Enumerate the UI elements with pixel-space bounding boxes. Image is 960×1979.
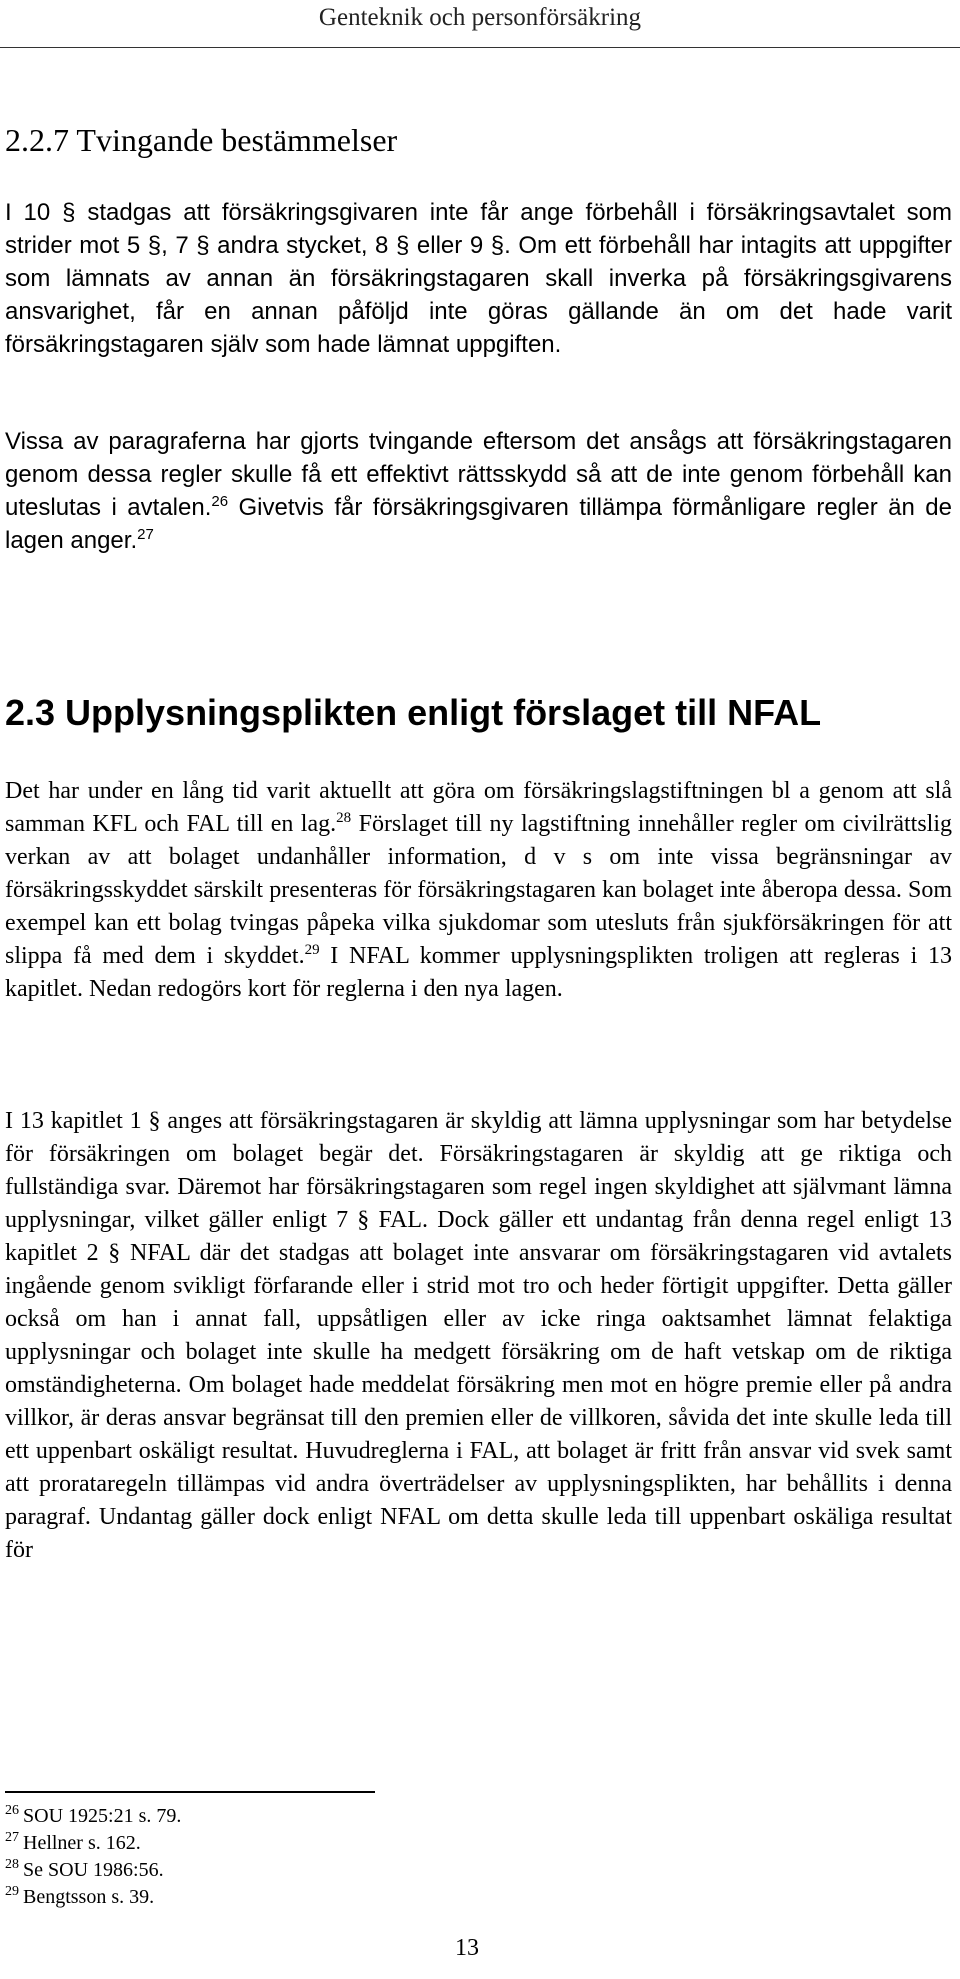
paragraph [5, 196, 952, 361]
paragraph-text: Det har under en lång tid varit aktuellt att göra om försäkringslagstiftningen bl a genom att slå samman KFL och FAL till en lag. [5, 778, 952, 837]
footnote [5, 1857, 181, 1884]
paragraph-text: I 13 kapitlet 1 § anges att försäkringstagaren är skyldig att lämna upplysningar som har betydelse för försäkringen om bolaget begär det. Försäkringstagaren är skyldig att ge riktiga och fullständiga svar. Däremot har försäkringstagaren som regel ingen skyldighet att självmant lämna upplysningar, vilket gäller enligt 7 § FAL. Dock gäller ett undantag från denna regel enligt 13 kapitlet 2 § NFAL där det stadgas att bolaget inte ansvarar om försäkringstagaren vid avtalets ingående genom svikligt förfarande eller i strid mot tro och heder förtigit uppgifter. Detta gäller också om han i annat fall, uppsåtligen eller av icke ringa oaktsamhet lämnat felaktiga upplysningar och bolaget inte skulle ha medgett försäkring om de haft vetskap om de riktiga omständigheterna. Om bolaget hade meddelat försäkring men mot en högre premie eller på andra villkor, är deras ansvar begränsat till den premien eller de villkoren, såvida det inte skulle leda till ett uppenbart oskäligt resultat. Huvudreglerna i FAL, att bolaget är fritt från ansvar vid svek samt att prorataregeln tillämpas vid andra överträdelser av upplysningsplikten, har behållits i denna paragraf. Undantag gäller dock enligt NFAL om detta skulle leda till uppenbart oskäliga resultat för [5, 1108, 952, 1563]
footnote [5, 1830, 181, 1857]
footnote-number: 26 [5, 1803, 19, 1818]
paragraph-text: I 10 § stadgas att försäkringsgivaren inte får ange förbehåll i försäkringsavtalet som strider mot 5 §, 7 § andra stycket, 8 § eller 9 §. Om ett förbehåll har intagits att uppgifter som lämnats av annan än försäkringstagaren skall inverka på försäkringsgivarens ansvarighet, får en annan påföljd inte göras gällande än om det hade varit försäkringstagaren själv som hade lämnat uppgiften. [5, 199, 952, 358]
footnote-text: SOU 1925:21 s. 79. [23, 1805, 182, 1827]
footnote-separator [5, 1791, 375, 1793]
footnote-reference: 27 [137, 526, 154, 543]
footnote-reference: 28 [336, 810, 352, 826]
paragraph-text: Givetvis får försäkringsgivaren tillämpa förmånligare regler än de lagen anger. [5, 494, 952, 554]
footnote-number: 29 [5, 1884, 19, 1899]
footnote-text: Bengtsson s. 39. [23, 1886, 155, 1908]
header-rule [0, 47, 960, 48]
footnote-text: Se SOU 1986:56. [23, 1859, 164, 1881]
footnote [5, 1884, 181, 1911]
section-heading-2-2-7: 2.2.7 Tvingande bestämmelser [5, 122, 398, 158]
footnote-list [5, 1803, 181, 1911]
paragraph [5, 1105, 952, 1567]
running-header [0, 0, 960, 48]
paragraph [5, 775, 952, 1006]
paragraph-text: I NFAL kommer upplysningsplikten troligen att regleras i 13 kapitlet. Nedan redogörs kort för reglerna i den nya lagen. [5, 943, 952, 1002]
section-heading-2-3: 2.3 Upplysningsplikten enligt förslaget till NFAL [5, 692, 822, 733]
footnote-number: 28 [5, 1857, 19, 1872]
running-title: Genteknik och personförsäkring [318, 4, 642, 31]
footnote-reference: 29 [304, 942, 320, 958]
paragraph-text: Förslaget till ny lagstiftning innehåller regler om civilrättslig verkan av att bolaget undanhåller information, d v s om inte vissa begränsningar av försäkringsskyddet särskilt presenteras för försäkringstagaren kan bolaget inte åberopa dessa. Som exempel kan ett bolag tvingas påpeka vilka sjukdomar som utesluts från sjukförsäkringen för att slippa få med dem i skyddet. [5, 811, 952, 969]
footnote-reference: 26 [211, 493, 229, 510]
footnote [5, 1803, 181, 1830]
paragraph [5, 425, 952, 557]
paragraph-text: Vissa av paragraferna har gjorts tvingande eftersom det ansågs att försäkringstagaren genom dessa regler skulle få ett effektivt rättsskydd så att de inte genom förbehåll kan uteslutas i avtalen. [5, 428, 952, 521]
page-number: 13 [455, 1935, 479, 1961]
footnote-number: 27 [5, 1830, 19, 1845]
footnote-text: Hellner s. 162. [23, 1832, 141, 1854]
